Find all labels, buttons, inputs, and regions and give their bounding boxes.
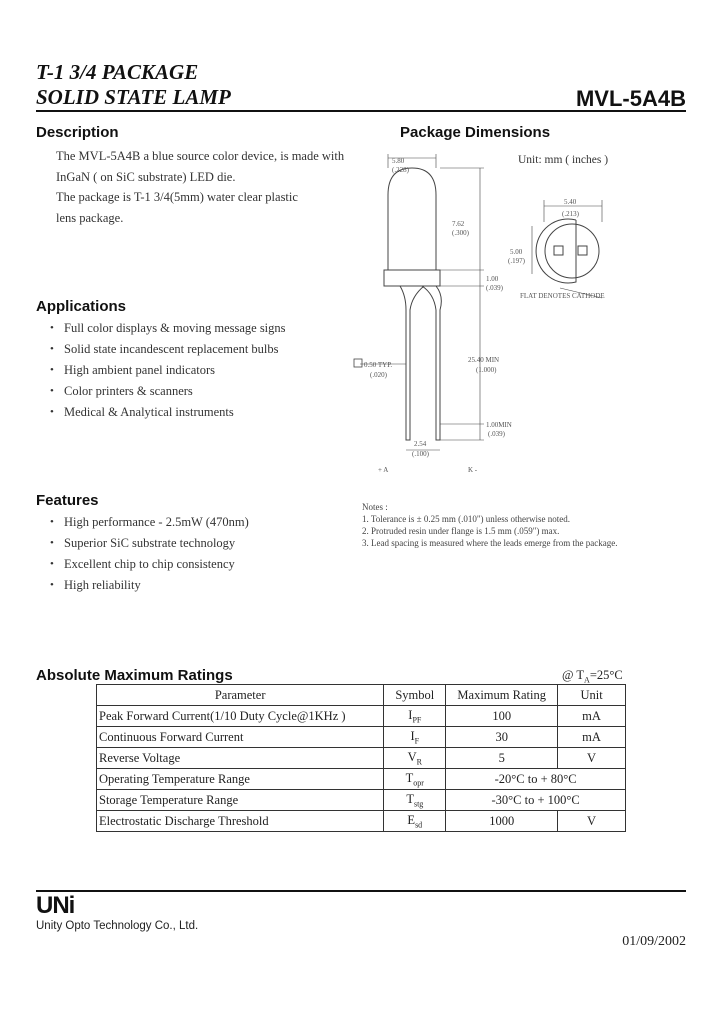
document-date: 01/09/2002 [622,934,686,949]
note-item: 1. Tolerance is ± 0.25 mm (.010") unless otherwise noted. [362,514,571,524]
ratings-table [96,684,626,832]
header-rule [36,110,686,112]
symbol-sub: F [414,736,420,746]
parameter-cell: Peak Forward Current(1/10 Duty Cycle@1KHz ) [97,706,384,727]
unit-cell: V [558,748,626,769]
condition-sub: A [584,675,590,685]
list-item: • Excellent chip to chip consistency [36,554,249,575]
dim-lead-spacing-in: (.100) [412,450,429,458]
unit-cell: V [558,811,626,832]
applications-heading: Applications [36,298,127,315]
dim-lead-length-in: (1.000) [476,366,497,374]
lead-size-marker [354,359,362,367]
dim-flat-height-in: (.197) [508,257,525,265]
unit-cell: mA [558,727,626,748]
symbol-cell [384,769,446,790]
parameter-cell: Operating Temperature Range [97,769,384,790]
description-text [56,146,356,228]
dim-lead-size-in: (.020) [370,371,387,379]
list-item: • Solid state incandescent replacement bulbs [36,339,286,360]
note-item: 3. Lead spacing is measured where the leads emerge from the package. [362,538,618,548]
symbol: T [405,770,414,785]
dim-height-in: (.300) [452,229,469,237]
unit-note: Unit: mm ( inches ) [518,154,609,166]
symbol: T [406,791,414,806]
symbol-cell [384,748,446,769]
condition-prefix: @ T [562,668,585,682]
dim-lead-length: 25.40 MIN [468,356,500,364]
rating-cell: 100 [446,706,558,727]
symbol-sub: stg [413,799,424,809]
description-line: The package is T-1 3/4(5mm) water clear plastic [56,190,298,204]
features-heading: Features [36,492,99,509]
table-row [97,727,626,748]
parameter-cell: Storage Temperature Range [97,790,384,811]
list-item: • High ambient panel indicators [36,360,286,381]
rating-cell: -20°C to + 80°C [446,769,626,790]
table-header-row [97,685,626,706]
parameter-cell: Electrostatic Discharge Threshold [97,811,384,832]
list-item: • Superior SiC substrate technology [36,533,249,554]
title-line-1: T-1 3/4 PACKAGE [36,60,199,84]
unit-cell: mA [558,706,626,727]
features-list [36,512,249,596]
table-row [97,790,626,811]
part-number: MVL-5A4B [575,86,686,111]
dim-flange-in: (.039) [486,284,503,292]
symbol: V [407,749,417,764]
list-item: • Medical & Analytical instruments [36,402,286,423]
table-row [97,748,626,769]
symbol-sub: sd [415,820,423,830]
notes-title: Notes : [362,502,388,512]
description-line: InGaN ( on SiC substrate) LED die. [56,169,236,184]
list-item: • Full color displays & moving message signs [36,318,286,339]
rating-cell: -30°C to + 100°C [446,790,626,811]
column-header: Unit [558,685,626,706]
symbol: E [407,812,416,827]
description-line: lens package. [56,210,124,225]
dim-body-width-in: (.228) [392,166,409,174]
table-row [97,769,626,790]
footer-rule [36,890,686,892]
title-line-2: SOLID STATE LAMP [36,85,231,109]
parameter-cell: Continuous Forward Current [97,727,384,748]
ratings-heading: Absolute Maximum Ratings [36,667,233,684]
flat-cathode-label: FLAT DENOTES CATHODE [520,292,605,300]
column-header: Maximum Rating [446,685,558,706]
symbol: I [410,728,415,743]
company-name: Unity Opto Technology Co., Ltd. [36,920,199,932]
description-line: The MVL-5A4B a blue source color device, is made with [56,149,345,163]
symbol: I [408,707,413,722]
dim-flange: 1.00 [486,275,499,283]
column-header: Parameter [97,685,384,706]
ratings-condition [562,668,623,685]
dim-top-width: 5.40 [564,198,577,206]
package-drawing [340,150,640,480]
note-item: 2. Protruded resin under flange is 1.5 mm (.059") max. [362,526,560,536]
dim-lead-min-in: (.039) [488,430,505,438]
symbol-cell [384,727,446,748]
anode-label: + A [378,466,389,474]
side-view [360,154,484,450]
dim-lead-spacing: 2.54 [414,440,427,448]
dim-top-width-in: (.213) [562,210,579,218]
dim-body-width: 5.80 [392,157,405,165]
list-item: • Color printers & scanners [36,381,286,402]
list-item: • High performance - 2.5mW (470nm) [36,512,249,533]
cathode-label: K - [468,466,478,474]
applications-list [36,318,286,423]
dim-height: 7.62 [452,220,465,228]
rating-cell: 1000 [446,811,558,832]
package-dimensions-heading: Package Dimensions [400,124,551,141]
condition-suffix: =25°C [589,668,623,682]
dim-lead-size: 0.50 TYP. [364,361,393,369]
dim-lead-min: 1.00MIN [486,421,512,429]
symbol-cell [384,706,446,727]
symbol-cell [384,811,446,832]
symbol-sub: opr [413,778,424,788]
notes [362,501,617,549]
company-logo: UNi [36,892,75,919]
rating-cell: 5 [446,748,558,769]
table-row [97,811,626,832]
description-heading: Description [36,124,119,141]
rating-cell: 30 [446,727,558,748]
symbol-cell [384,790,446,811]
symbol-sub: PF [412,715,422,725]
column-header: Symbol [384,685,446,706]
table-row [97,706,626,727]
parameter-cell: Reverse Voltage [97,748,384,769]
symbol-sub: R [416,757,422,767]
dim-flat-height: 5.00 [510,248,523,256]
list-item: • High reliability [36,575,249,596]
